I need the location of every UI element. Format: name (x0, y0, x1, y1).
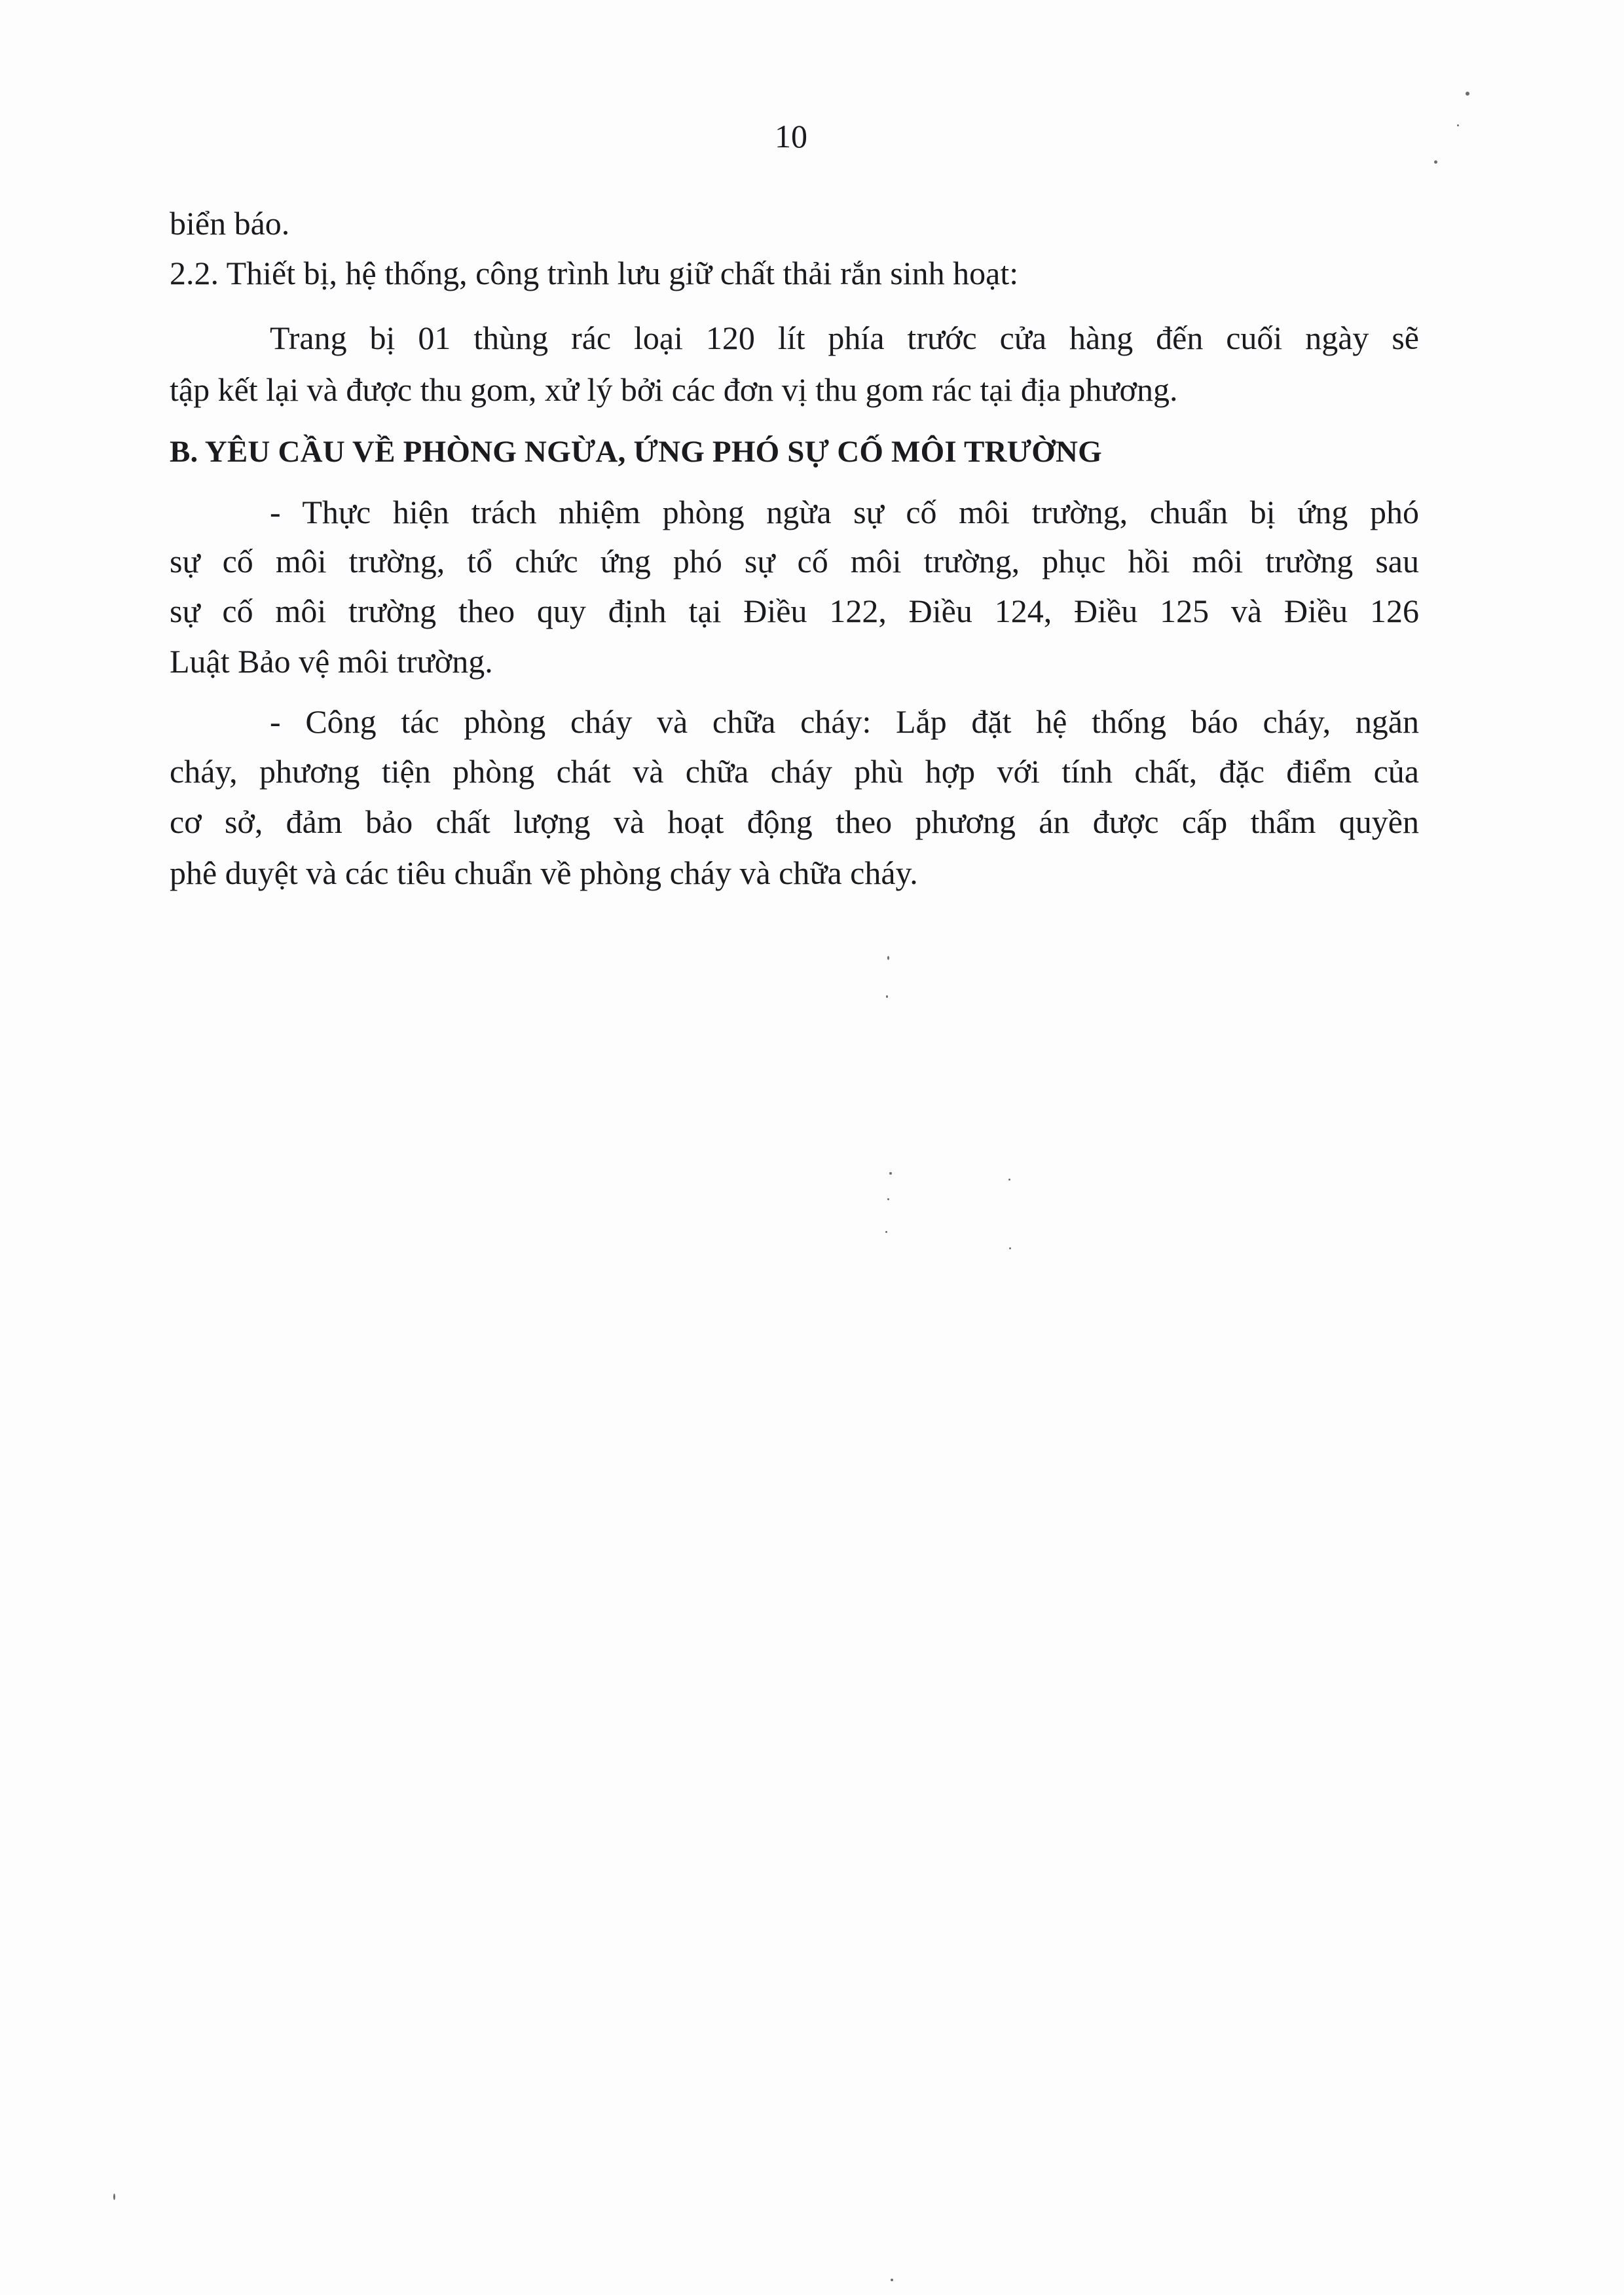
text-line: sự cố môi trường theo quy định tại Điều 122, Điều 124, Điều 125 và Điều 126 (170, 593, 1419, 629)
scan-speck (1466, 92, 1469, 96)
section-2-2-title: 2.2. Thiết bị, hệ thống, công trình lưu giữ chất thải rắn sinh hoạt: (170, 255, 1019, 291)
scan-speck (1434, 160, 1437, 164)
text-line: tập kết lại và được thu gom, xử lý bởi các đơn vị thu gom rác tại địa phương. (170, 371, 1178, 408)
scan-speck (113, 2194, 115, 2200)
text-line: phê duyệt và các tiêu chuẩn về phòng cháy và chữa cháy. (170, 854, 918, 891)
text-line: cơ sở, đảm bảo chất lượng và hoạt động theo phương án được cấp thẩm quyền (170, 803, 1419, 840)
scan-speck (887, 956, 889, 960)
scan-speck (1457, 124, 1459, 126)
scan-speck (887, 1198, 889, 1200)
text-line: - Công tác phòng cháy và chữa cháy: Lắp đặt hệ thống báo cháy, ngăn (270, 703, 1419, 740)
scan-speck (886, 995, 888, 998)
scan-speck (889, 1172, 892, 1175)
text-line: sự cố môi trường, tổ chức ứng phó sự cố môi trường, phục hồi môi trường sau (170, 543, 1419, 579)
text-line: - Thực hiện trách nhiệm phòng ngừa sự cố môi trường, chuẩn bị ứng phó (270, 494, 1419, 530)
text-line: biển báo. (170, 205, 290, 242)
scan-speck (1008, 1179, 1010, 1181)
text-line: Luật Bảo vệ môi trường. (170, 643, 493, 680)
section-b-heading: B. YÊU CẦU VỀ PHÒNG NGỪA, ỨNG PHÓ SỰ CỐ MÔI TRƯỜNG (170, 435, 1102, 469)
scan-speck (885, 1231, 887, 1233)
scan-speck (891, 2279, 893, 2281)
page-number: 10 (775, 118, 807, 155)
text-line: cháy, phương tiện phòng chát và chữa cháy phù hợp với tính chất, đặc điểm của (170, 753, 1419, 790)
text-line: Trang bị 01 thùng rác loại 120 lít phía trước cửa hàng đến cuối ngày sẽ (270, 320, 1419, 356)
scan-speck (1009, 1247, 1011, 1249)
